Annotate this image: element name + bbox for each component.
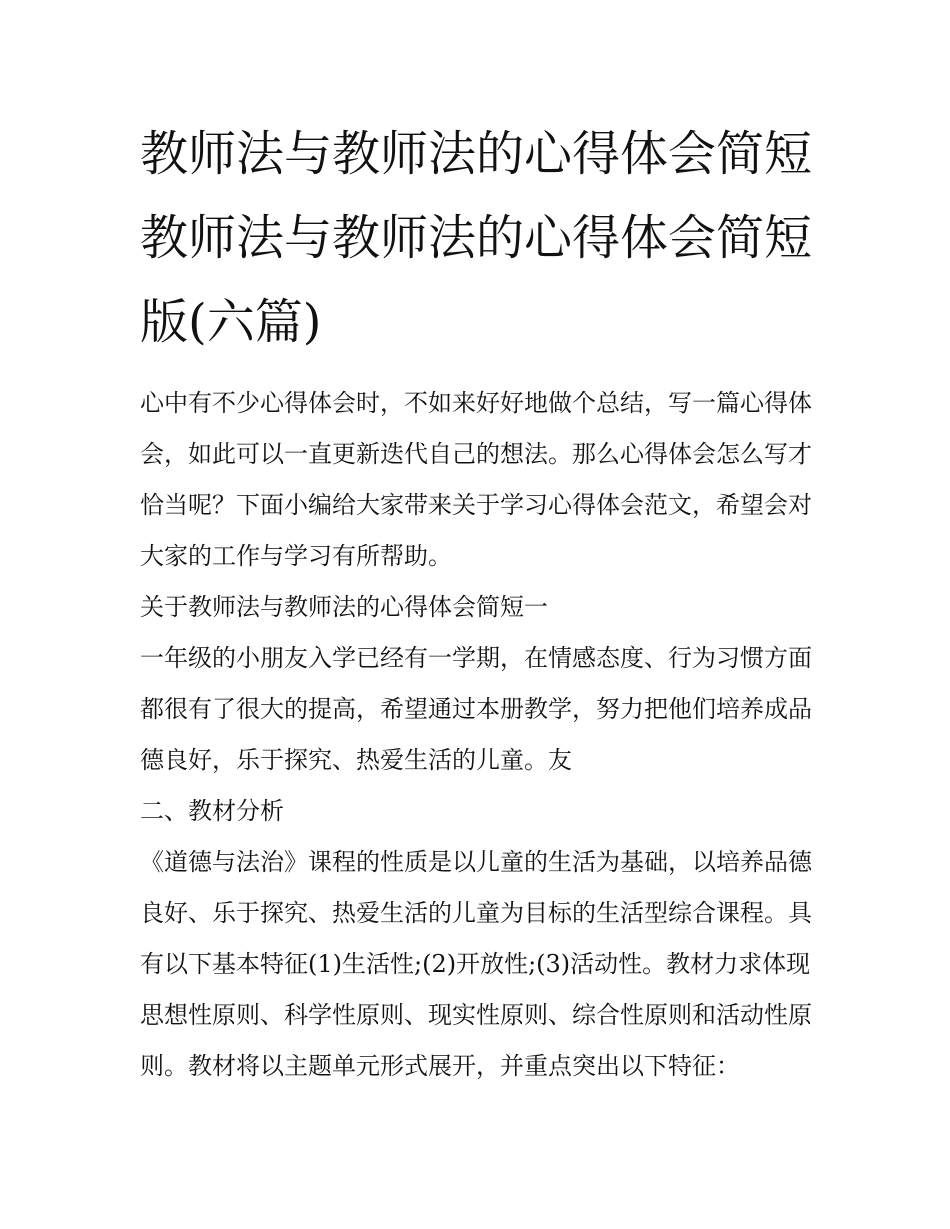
- body-paragraph: 一年级的小朋友入学已经有一学期，在情感态度、行为习惯方面都很有了很大的提高，希望通过本册教学，努力把他们培养成品德良好，乐于探究、热爱生活的儿童。友: [140, 644, 812, 774]
- document-title: 教师法与教师法的心得体会简短 教师法与教师法的心得体会简短版(六篇): [140, 126, 813, 350]
- intro-paragraph: 心中有不少心得体会时，不如来好好地做个总结，写一篇心得体会，如此可以一直更新迭代自己的想法。那么心得体会怎么写才恰当呢？下面小编给大家带来关于学习心得体会范文，希望会对大家的工作与学习有所帮助。: [140, 389, 812, 570]
- section-heading-one: 关于教师法与教师法的心得体会简短一: [140, 593, 548, 621]
- document-page: [140, 112, 812, 1092]
- body-paragraph: 《道德与法治》课程的性质是以儿童的生活为基础，以培养品德良好、乐于探究、热爱生活的儿童为目标的生活型综合课程。具有以下基本特征(1)生活性;(2)开放性;(3)活动性。教材力求体现思想性原则、科学性原则、现实性原则、综合性原则和活动性原则。教材将以主题单元形式展开，并重点突出以下特征：: [140, 848, 812, 1080]
- section-heading-textbook-analysis: 二、教材分析: [140, 797, 284, 825]
